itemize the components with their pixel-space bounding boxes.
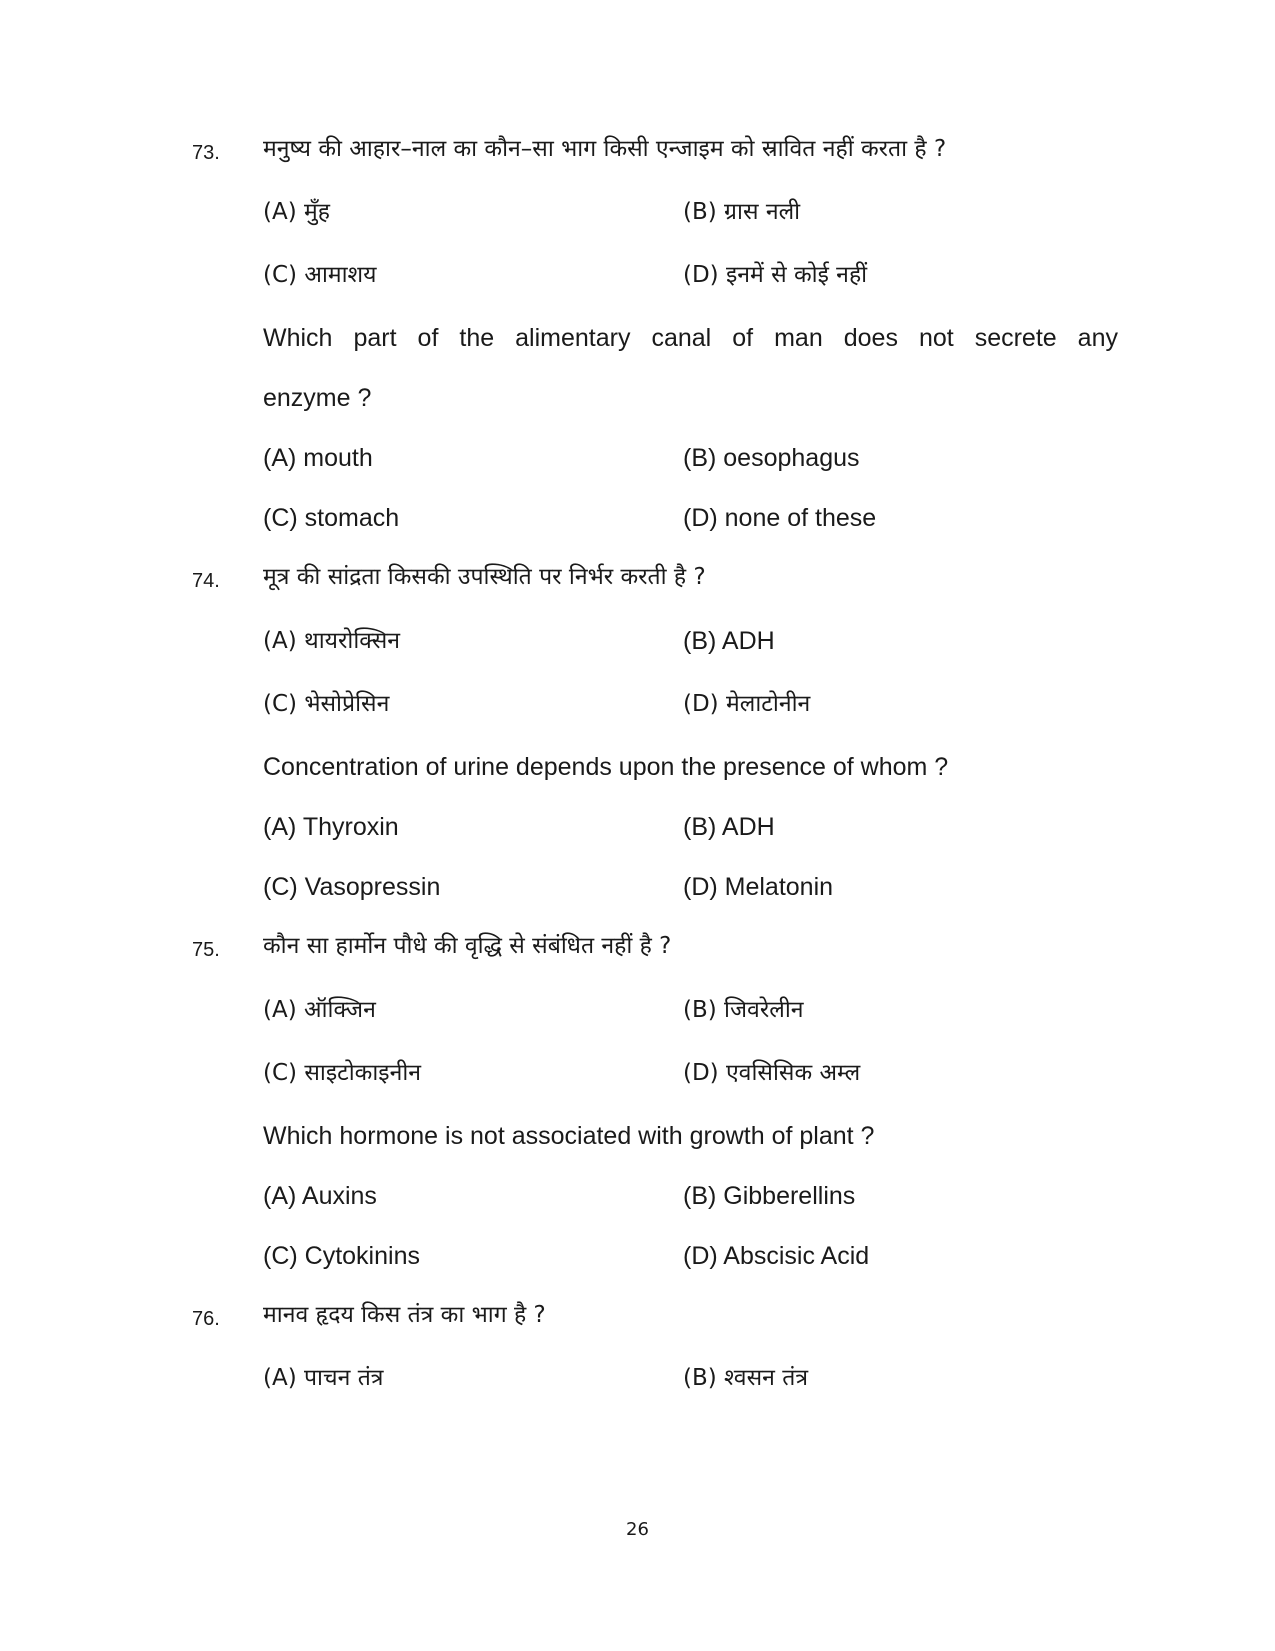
option-c-hindi: (C) साइटोकाइनीन [263, 1060, 422, 1086]
option-a-hindi: (A) ऑक्जिन [263, 997, 376, 1023]
option-a-hindi: (A) मुँह [263, 199, 330, 225]
option-c-english: (C) Cytokinins [263, 1242, 420, 1270]
option-a-english: (A) mouth [263, 444, 373, 472]
option-b-hindi: (B) ग्रास नली [683, 199, 801, 225]
option-a-hindi: (A) थायरोक्सिन [263, 628, 401, 654]
question-text-hindi: मानव हृदय किस तंत्र का भाग है ? [263, 1302, 546, 1328]
option-c-english: (C) stomach [263, 504, 400, 532]
option-d-hindi: (D) मेलाटोनीन [683, 691, 811, 717]
option-d-english: (D) Abscisic Acid [683, 1242, 870, 1270]
question-number: 73. [192, 142, 220, 164]
option-d-english: (D) none of these [683, 504, 877, 532]
question-text-english: Concentration of urine depends upon the presence of whom ? [263, 753, 949, 781]
question-text-hindi: मनुष्य की आहार–नाल का कौन–सा भाग किसी एन्जाइम को स्रावित नहीं करता है ? [263, 136, 947, 162]
option-b-english: (B) ADH [683, 813, 775, 841]
option-d-hindi: (D) एवसिसिक अम्ल [683, 1060, 861, 1086]
option-c-english: (C) Vasopressin [263, 873, 441, 901]
question-number: 75. [192, 939, 220, 961]
option-b-english: (B) oesophagus [683, 444, 860, 472]
option-a-english: (A) Auxins [263, 1182, 377, 1210]
option-d-english: (D) Melatonin [683, 873, 834, 901]
option-b-hindi: (B) जिवरेलीन [683, 997, 804, 1023]
question-text-english-continued: enzyme ? [263, 384, 372, 412]
option-a-hindi: (A) पाचन तंत्र [263, 1365, 384, 1391]
option-c-hindi: (C) आमाशय [263, 262, 377, 288]
question-text-english: Which part of the alimentary canal of man does not secrete any [263, 324, 1118, 352]
question-number: 76. [192, 1308, 220, 1330]
question-number: 74. [192, 570, 220, 592]
option-d-hindi: (D) इनमें से कोई नहीं [683, 262, 868, 288]
page-number: 26 [626, 1519, 649, 1540]
option-b-hindi: (B) ADH [683, 627, 775, 655]
option-b-hindi: (B) श्वसन तंत्र [683, 1365, 809, 1391]
option-a-english: (A) Thyroxin [263, 813, 399, 841]
question-text-hindi: मूत्र की सांद्रता किसकी उपस्थिति पर निर्भर करती है ? [263, 564, 706, 590]
question-text-english: Which hormone is not associated with growth of plant ? [263, 1122, 875, 1150]
option-c-hindi: (C) भेसोप्रेसिन [263, 691, 390, 717]
question-text-hindi: कौन सा हार्मोन पौधे की वृद्धि से संबंधित नहीं है ? [263, 933, 672, 959]
option-b-english: (B) Gibberellins [683, 1182, 856, 1210]
